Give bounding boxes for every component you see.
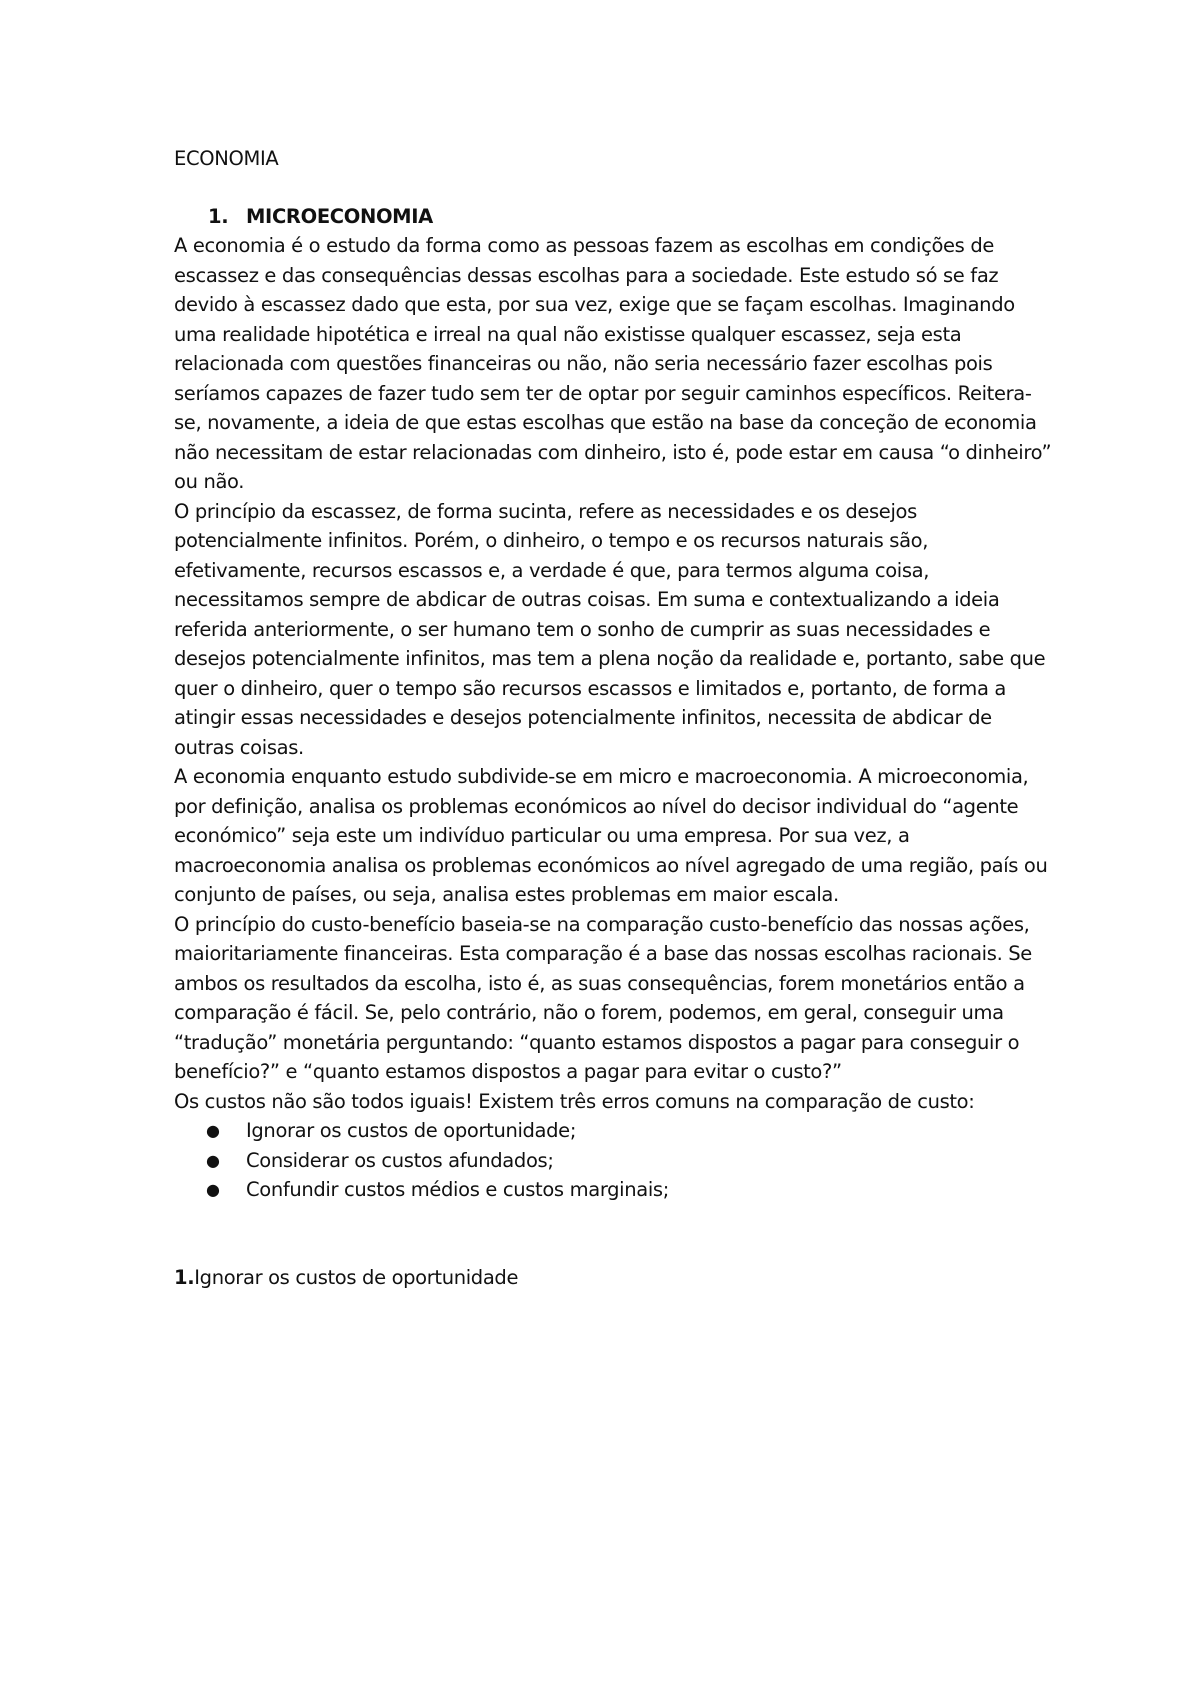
bullet-icon: ● <box>206 1121 220 1140</box>
paragraph-cost-benefit: O princípio do custo-benefício baseia-se na comparação custo-benefício das nossas ações, maioritariamente financeiras. Esta comparação é a base das nossas escolhas racionais. Se ambos os resultados da escolha, isto é, as suas consequências, forem monetários então a comparação é fácil. Se, pelo contrário, não o forem, podemos, em geral, conseguir uma “tradução” monetária perguntando: “quanto estamos dispostos a pagar para conseguir o benefício?” e “quanto estamos dispostos a pagar para evitar o custo?” <box>174 912 1032 1083</box>
cost-errors-list <box>174 1116 1054 1205</box>
paragraph-cost-errors-intro: Os custos não são todos iguais! Existem três erros comuns na comparação de custo: <box>174 1089 975 1113</box>
list-item-text: Considerar os custos afundados; <box>246 1148 554 1172</box>
bullet-icon: ● <box>206 1180 220 1199</box>
document-title: ECONOMIA <box>174 147 279 170</box>
subheading-title: Ignorar os custos de oportunidade <box>194 1265 519 1289</box>
paragraph-micro-macro: A economia enquanto estudo subdivide-se em micro e macroeconomia. A microeconomia, por definição, analisa os problemas económicos ao nível do decisor individual do “agente económico” seja este um indivíduo particular ou uma empresa. Por sua vez, a macroeconomia analisa os problemas económicos ao nível agregado de uma região, país ou conjunto de países, ou seja, analisa estes problemas em maior escala. <box>174 765 1048 906</box>
list-item <box>206 1116 1054 1146</box>
bullet-icon: ● <box>206 1150 220 1170</box>
section-number: 1. <box>208 204 229 228</box>
subheading <box>174 1263 1054 1293</box>
list-item <box>206 1146 1054 1176</box>
document-page <box>174 144 1054 1292</box>
subheading-number: 1. <box>174 1265 195 1289</box>
list-item-text: Confundir custos médios e custos marginais; <box>246 1178 669 1201</box>
paragraph-scarcity-principle: O princípio da escassez, de forma sucinta, refere as necessidades e os desejos potencialmente infinitos. Porém, o dinheiro, o tempo e os recursos naturais são, efetivamente, recursos escassos e, a verdade é que, para termos alguma coisa, necessitamos sempre de abdicar de outras coisas. Em suma e contextualizando a ideia referida anteriormente, o ser humano tem o sonho de cumprir as suas necessidades e desejos potencialmente infinitos, mas tem a plena noção da realidade e, portanto, sabe que quer o dinheiro, quer o tempo são recursos escassos e limitados e, portanto, de forma a atingir essas necessidades e desejos potencialmente infinitos, necessita de abdicar de outras coisas. <box>174 499 1046 759</box>
section-heading <box>208 202 1054 232</box>
paragraph-economy-definition: A economia é o estudo da forma como as pessoas fazem as escolhas em condições de escassez e das consequências dessas escolhas para a sociedade. Este estudo só se faz devido à escassez dado que esta, por sua vez, exige que se façam escolhas. Imaginando uma realidade hipotética e irreal na qual não existisse qualquer escassez, seja esta relacionada com questões financeiras ou não, não seria necessário fazer escolhas pois seríamos capazes de fazer tudo sem ter de optar por seguir caminhos específicos. Reitera-se, novamente, a ideia de que estas escolhas que estão na base da conceção de economia não necessitam de estar relacionadas com dinheiro, isto é, pode estar em causa “o dinheiro” ou não. <box>174 234 1052 493</box>
list-item <box>206 1175 1054 1205</box>
list-item-text: Ignorar os custos de oportunidade; <box>246 1119 577 1142</box>
section-title: MICROECONOMIA <box>246 204 433 228</box>
